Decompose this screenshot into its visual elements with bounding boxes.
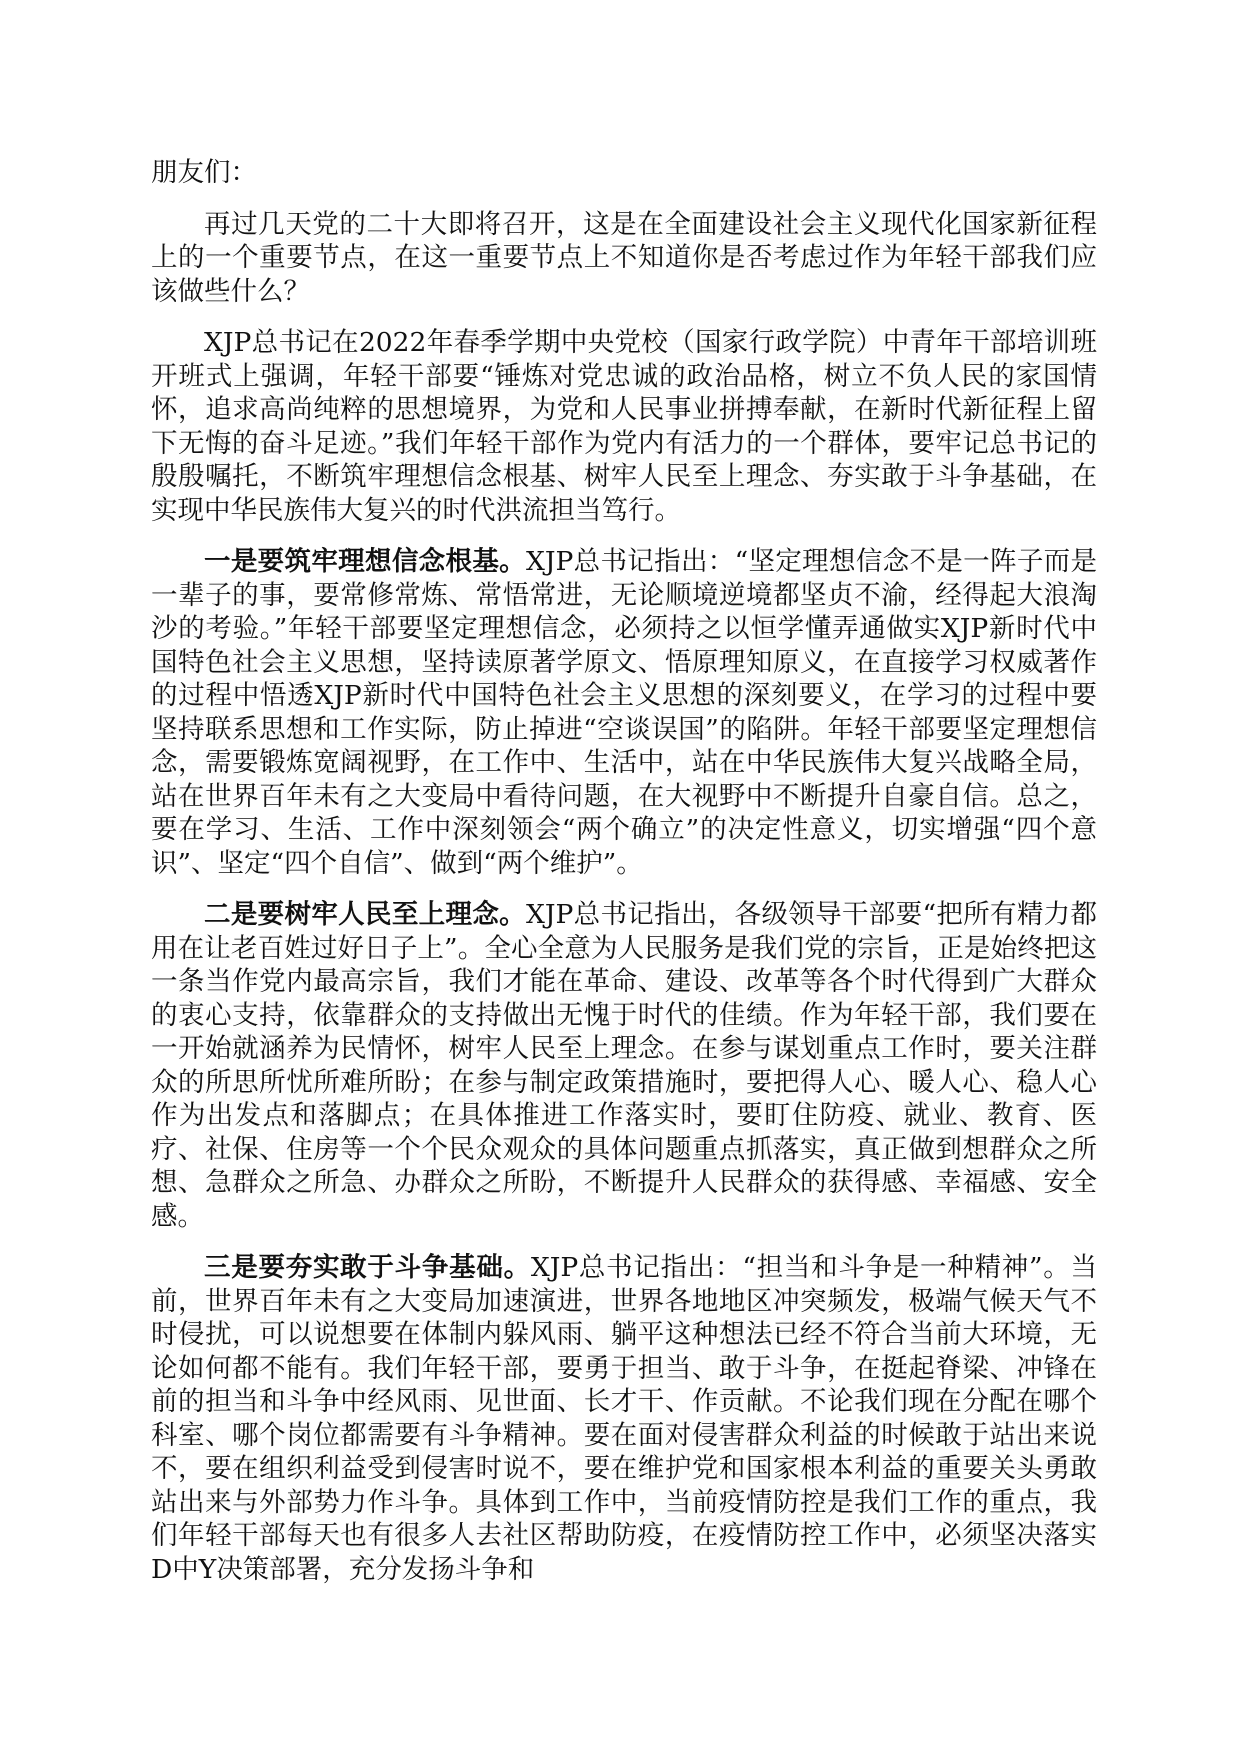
document-body [151, 156, 1097, 1604]
paragraph-lead: 二是要树牢人民至上理念。 [204, 899, 526, 930]
paragraph-lead: 三是要夯实敢于斗争基础。 [204, 1252, 531, 1283]
paragraph-point-one [151, 545, 1097, 880]
paragraph-point-two [151, 898, 1097, 1233]
paragraph-text: XJP总书记在2022年春季学期中央党校（国家行政学院）中青年干部培训班开班式上强调，年轻干部要“锤炼对党忠诚的政治品格，树立不负人民的家国情怀，追求高尚纯粹的思想境界，为党和人民事业拼搏奉献，在新时代新征程上留下无悔的奋斗足迹。”我们年轻干部作为党内有活力的一个群体，要牢记总书记的殷殷嘱托，不断筑牢理想信念根基、树牢人民至上理念、夯实敢于斗争基础，在实现中华民族伟大复兴的时代洪流担当笃行。 [151, 327, 1097, 526]
paragraph-intro [151, 208, 1097, 309]
paragraph-lead: 一是要筑牢理想信念根基。 [204, 546, 526, 577]
paragraph-point-three [151, 1251, 1097, 1586]
paragraph-text: XJP总书记指出：“担当和斗争是一种精神”。当前，世界百年未有之大变局加速演进，世界各地地区冲突频发，极端气候天气不时侵扰，可以说想要在体制内躲风雨、躺平这种想法已经不符合当前大环境，无论如何都不能有。我们年轻干部，要勇于担当、敢于斗争，在挺起脊梁、冲锋在前的担当和斗争中经风雨、见世面、长才干、作贡献。不论我们现在分配在哪个科室、哪个岗位都需要有斗争精神。要在面对侵害群众利益的时候敢于站出来说不，要在组织利益受到侵害时说不，要在维护党和国家根本利益的重要关头勇敢站出来与外部势力作斗争。具体到工作中，当前疫情防控是我们工作的重点，我们年轻干部每天也有很多人去社区帮助防疫，在疫情防控工作中，必须坚决落实D中Y决策部署，充分发扬斗争和 [151, 1252, 1097, 1585]
paragraph-text: 再过几天党的二十大即将召开，这是在全面建设社会主义现代化国家新征程上的一个重要节点，在这一重要节点上不知道你是否考虑过作为年轻干部我们应该做些什么？ [151, 208, 1097, 307]
paragraph-context [151, 326, 1097, 527]
salutation: 朋友们： [151, 157, 257, 188]
paragraph-text: XJP总书记指出：“坚定理想信念不是一阵子而是一辈子的事，要常修常炼、常悟常进，无论顺境逆境都坚贞不渝，经得起大浪淘沙的考验。”年轻干部要坚定理想信念，必须持之以恒学懂弄通做实XJP新时代中国特色社会主义思想，坚持读原著学原文、悟原理知原义，在直接学习权威著作的过程中悟透XJP新时代中国特色社会主义思想的深刻要义，在学习的过程中要坚持联系思想和工作实际，防止掉进“空谈误国”的陷阱。年轻干部要坚定理想信念，需要锻炼宽阔视野，在工作中、生活中，站在中华民族伟大复兴战略全局，站在世界百年未有之大变局中看待问题，在大视野中不断提升自豪自信。总之，要在学习、生活、工作中深刻领会“两个确立”的决定性意义，切实增强“四个意识”、坚定“四个自信”、做到“两个维护”。 [151, 546, 1097, 879]
paragraph-text: XJP总书记指出，各级领导干部要“把所有精力都用在让老百姓过好日子上”。全心全意为人民服务是我们党的宗旨，正是始终把这一条当作党内最高宗旨，我们才能在革命、建设、改革等各个时代得到广大群众的衷心支持，依靠群众的支持做出无愧于时代的佳绩。作为年轻干部，我们要在一开始就涵养为民情怀，树牢人民至上理念。在参与谋划重点工作时，要关注群众的所思所忧所难所盼；在参与制定政策措施时，要把得人心、暖人心、稳人心作为出发点和落脚点；在具体推进工作落实时，要盯住防疫、就业、教育、医疗、社保、住房等一个个民众观众的具体问题重点抓落实，真正做到想群众之所想、急群众之所急、办群众之所盼，不断提升人民群众的获得感、幸福感、安全感。 [151, 899, 1097, 1232]
